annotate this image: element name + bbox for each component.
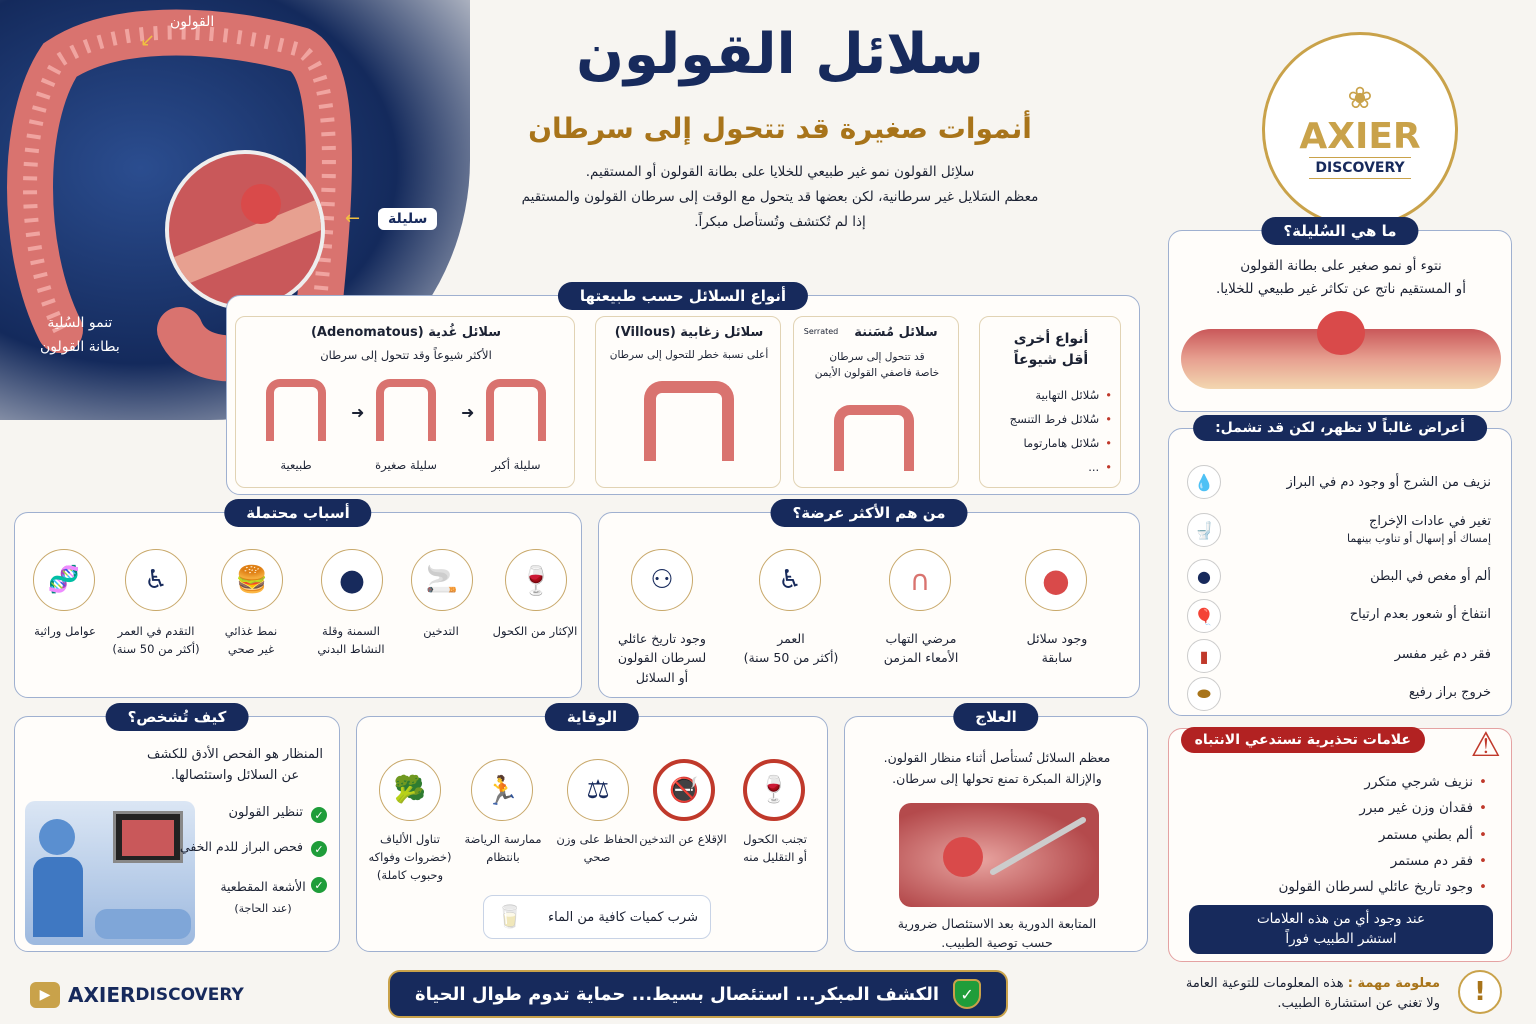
colon-icon [266, 379, 326, 441]
polyp-shape [1317, 311, 1365, 355]
wine-glass-icon: 🍷 [505, 549, 567, 611]
treatment-title: العلاج [953, 703, 1038, 731]
warning-triangle-icon: ⚠ [1470, 725, 1501, 765]
risk-label: وجود سلائل سابقة [1026, 631, 1088, 666]
hero-label-colon: القولون [170, 14, 215, 30]
type-villous [595, 316, 781, 488]
colon-icon [376, 379, 436, 441]
list-item: •سُلائل التهابية [1035, 388, 1112, 402]
arrow-icon: ➜ [461, 403, 475, 422]
step-label: سليلة أكبر [491, 458, 541, 472]
other-list [980, 383, 1112, 480]
elderly-icon: ♿ [125, 549, 187, 611]
diagnosis-desc: المنظار هو الفحص الأدق للكشف عن السلائل واستئصالها. [147, 747, 323, 783]
polyp-shape [241, 184, 281, 224]
shield-check-icon: ✓ [953, 979, 981, 1009]
diagnosis-item: الأشعة المقطعية (عند الحاجة) [220, 879, 306, 915]
prevention-label: تجنب الكحول أو التقليل منه [743, 832, 807, 864]
arrow-icon: ➜ [351, 403, 365, 422]
footer-note: معلومة مهمة : هذه المعلومات للتوعية العامة ولا تغني عن استشارة الطبيب. [1185, 976, 1440, 1011]
type-name: سلائل غُدية (Adenomatous) [310, 325, 502, 340]
endoscopy-illustration [899, 803, 1099, 907]
footer-slogan: الكشف المبكر... استئصال بسيط... حماية تدوم طوال الحياة [414, 983, 940, 1005]
page-subtitle: أنموات صغيرة قد تتحول إلى سرطان [528, 112, 1032, 145]
brand-logo [1262, 32, 1458, 228]
what-title: ما هي السُليلة؟ [1261, 217, 1418, 245]
page-title: سلائل القولون [576, 22, 984, 87]
type-name: أنواع أخرى أقل شيوعاً [1013, 331, 1089, 368]
zoom-circle [165, 150, 325, 310]
intestine-icon: ∩ [889, 549, 951, 611]
causes-title: أسباب محتملة [224, 499, 371, 527]
types-title: أنواع السلائل حسب طبيعتها [558, 282, 808, 310]
footer-slogan-bar [388, 970, 1008, 1018]
type-desc: قد تتحول إلى سرطان خاصة فاصفي القولون الأيمن [814, 351, 940, 380]
check-icon: ✓ [311, 841, 327, 857]
what-panel [1168, 222, 1512, 412]
blood-tube-icon: ▮ [1187, 639, 1221, 673]
obesity-icon: ● [321, 549, 383, 611]
cause-label: الإكثار من الكحول [492, 624, 578, 638]
symptoms-panel [1168, 420, 1512, 716]
warning-callout: عند وجود أي من هذه العلامات استشر الطبيب فوراً [1189, 905, 1493, 954]
snare-tool [989, 816, 1087, 876]
prevention-label: ممارسة الرياضة بانتظام [464, 832, 542, 864]
prevention-label: الحفاظ على وزن صحي [556, 832, 638, 864]
step-label: طبيعية [280, 458, 312, 472]
risk-title: من هم الأكثر عرضة؟ [771, 499, 968, 527]
cause-label: السمنة وقلة النشاط البدني [317, 624, 385, 656]
warning-panel [1168, 725, 1512, 962]
info-exclamation-icon: ! [1458, 970, 1502, 1014]
polyp-icon: ● [1025, 549, 1087, 611]
play-icon: ▶ [30, 982, 60, 1008]
causes-panel [14, 504, 582, 698]
footer-brand-b: DISCOVERY [135, 985, 244, 1005]
cause-label: التدخين [423, 624, 459, 638]
check-icon: ✓ [311, 877, 327, 893]
risk-label: العمر (أكثر من 50 سنة) [743, 631, 839, 666]
vegetables-icon: 🥦 [379, 759, 441, 821]
logo-sub: DISCOVERY [1309, 157, 1410, 179]
list-item: •فقدان وزن غير مبرر [1359, 800, 1487, 817]
types-panel [226, 287, 1140, 495]
no-alcohol-icon: 🍷 [743, 759, 805, 821]
symptom-item: نزيف من الشرج أو وجود دم في البراز [1286, 475, 1491, 490]
what-desc: نتوء أو نمو صغير على بطانة القولون أو المستقيم ناتج عن تكاثر غير طبيعي للخلايا. [1216, 258, 1466, 297]
symptom-item: تغير في عادات الإخراج إمساك أو إسهال أو تناوب بينهما [1347, 514, 1491, 546]
risk-label: وجود تاريخ عائلي لسرطان القولون أو السلائل [617, 631, 707, 685]
type-desc: أعلى نسبة خطر للتحول إلى سرطان [609, 349, 769, 361]
running-icon: 🏃 [471, 759, 533, 821]
cause-label: عوامل وراثية [34, 624, 96, 638]
type-name: سلائل زغابية (Villous) [614, 325, 764, 340]
colon-icon [486, 379, 546, 441]
type-tag: Serrated [803, 327, 839, 336]
diagnosis-item: فحص البراز للدم الخفي [179, 839, 303, 854]
check-icon: ✓ [311, 807, 327, 823]
list-item: •وجود تاريخ عائلي لسرطان القولون [1278, 879, 1487, 896]
prevention-panel [356, 708, 828, 952]
prevention-label: الإقلاع عن التدخين [639, 832, 727, 846]
diagnosis-item: تنظير القولون [228, 805, 303, 820]
water-glass-icon: 🥛 [496, 904, 524, 930]
list-item: •سُلائل فرط التنسج [1009, 412, 1112, 427]
type-adenomatous [235, 316, 575, 488]
water-box [483, 895, 711, 939]
treatment-panel [844, 708, 1148, 952]
warning-list [1187, 769, 1487, 901]
arrow-icon: ← [345, 208, 361, 229]
scale-icon: ⚖ [567, 759, 629, 821]
risk-label: مرضي التهاب الأمعاء المزمن [883, 631, 959, 666]
bloating-icon: 🎈 [1187, 599, 1221, 633]
list-item: •نزيف شرجي متكرر [1364, 774, 1487, 790]
list-item: •... [1088, 460, 1112, 475]
colon-icon [834, 405, 914, 471]
symptom-item: خروج براز رفيع [1408, 685, 1491, 700]
risk-panel [598, 504, 1140, 698]
logo-brand: AXIER [1299, 116, 1421, 157]
prevention-title: الوقاية [545, 703, 639, 731]
diagnosis-panel [14, 708, 340, 952]
abdomen-pain-icon: ● [1187, 559, 1221, 593]
lotus-icon: ❀ [1347, 81, 1373, 116]
elderly-icon: ♿ [759, 549, 821, 611]
symptom-item: ألم أو مغص في البطن [1370, 569, 1491, 584]
intro-text: سلاِئل القولون نمو غير طبيعي للخلايا على بطانة القولون أو المستقيم. معظم السَلايل غير سرطانية، لكن بعضها قد يتحول مع الوقت إلى سرطان القولون والمستقيم إذا لم تُكتشف وتُستأصل مبكراً. [521, 164, 1039, 230]
cigarette-icon: 🚬 [411, 549, 473, 611]
list-item: •سُلائل هامارتوما [1023, 436, 1112, 451]
cause-label: التقدم في العمر (أكثر من 50 سنة) [112, 624, 200, 656]
arrow-icon: ↙ [140, 30, 156, 51]
treatment-follow: المتابعة الدورية بعد الاستئصال ضرورية حسب توصية الطبيب. [897, 916, 1097, 950]
footer-brand [30, 982, 244, 1008]
monitor-icon [113, 811, 183, 863]
type-name: سلائل مُسَننة [854, 325, 938, 340]
blood-drop-icon: 💧 [1187, 465, 1221, 499]
diagnosis-title: كيف تُشخص؟ [106, 703, 249, 731]
symptoms-title: أعراض غالباً لا تظهر، لكن قد تشمل: [1193, 415, 1487, 441]
stool-icon: ⬬ [1187, 677, 1221, 711]
list-item: •فقر دم مستمر [1390, 852, 1487, 869]
list-item: •ألم بطني مستمر [1378, 826, 1487, 843]
polyp-shape [943, 837, 983, 877]
symptom-item: انتفاخ أو شعور بعدم ارتياح [1349, 607, 1491, 622]
water-label: شرب كميات كافية من الماء [548, 909, 698, 925]
colon-icon [644, 381, 734, 461]
step-label: سليلة صغيرة [375, 458, 437, 472]
hero-caption: تنمو السُلية بطانة القولون [40, 315, 120, 355]
type-serrated [793, 316, 959, 488]
hero-label-polyp: سليلة [378, 208, 437, 230]
note-label: معلومة مهمة : [1347, 976, 1440, 991]
warning-title: علامات تحذيرية تستدعي الانتباه [1181, 727, 1425, 753]
treatment-desc: معظم السلائل تُستأصل أثناء منظار القولون. والإزالة المبكرة تمنع تحولها إلى سرطان. [883, 750, 1111, 787]
family-tree-icon: ⚇ [631, 549, 693, 611]
type-other [979, 316, 1121, 488]
no-smoking-icon: 🚭 [653, 759, 715, 821]
cause-label: نمط غذائي غير صحي [224, 624, 278, 656]
type-desc: الأكثر شيوعاً وقد تتحول إلى سرطان [320, 348, 492, 362]
prevention-label: تناول الألياف (خضروات وفواكه وحبوب كاملة) [368, 832, 452, 882]
fast-food-icon: 🍔 [221, 549, 283, 611]
toilet-icon: 🚽 [1187, 513, 1221, 547]
footer-brand-a: AXIER [68, 983, 136, 1007]
dna-icon: 🧬 [33, 549, 95, 611]
symptom-item: فقر دم غير مفسر [1394, 647, 1491, 662]
doctor-illustration [25, 801, 195, 945]
